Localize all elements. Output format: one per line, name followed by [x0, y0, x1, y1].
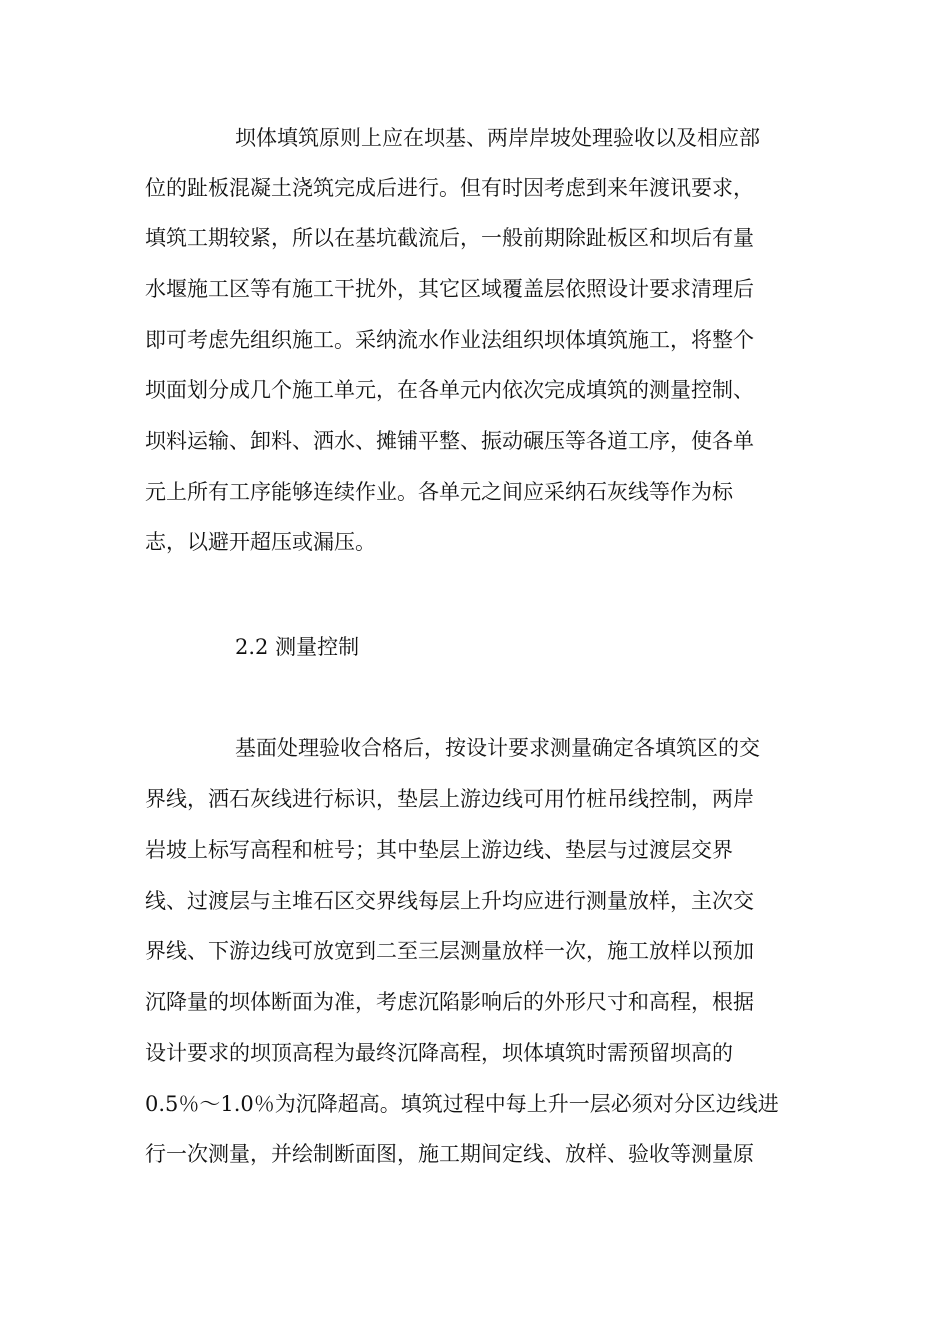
paragraph-1-line-6: 坝面划分成几个施工单元，在各单元内依次完成填筑的测量控制、 — [145, 378, 754, 402]
paragraph-2-line-4: 线、过渡层与主堆石区交界线每层上升均应进行测量放样，主次交 — [145, 889, 754, 913]
paragraph-1-line-2: 位的趾板混凝土浇筑完成后进行。但有时因考虑到来年渡讯要求， — [145, 176, 754, 200]
paragraph-2-line-2: 界线，洒石灰线进行标识，垫层上游边线可用竹桩吊线控制，两岸 — [145, 787, 754, 811]
paragraph-1-line-9: 志，以避开超压或漏压。 — [145, 530, 376, 554]
paragraph-2-line-8: 0.5％～1.0％为沉降超高。填筑过程中每上升一层必须对分区边线进 — [145, 1092, 779, 1116]
paragraph-1-line-1: 坝体填筑原则上应在坝基、两岸岸坡处理验收以及相应部 — [235, 126, 760, 150]
paragraph-1-line-4: 水堰施工区等有施工干扰外，其它区域覆盖层依照设计要求清理后 — [145, 277, 754, 301]
paragraph-1-line-8: 元上所有工序能够连续作业。各单元之间应采纳石灰线等作为标 — [145, 480, 733, 504]
paragraph-2-line-3: 岩坡上标写高程和桩号；其中垫层上游边线、垫层与过渡层交界 — [145, 838, 733, 862]
paragraph-2-line-5: 界线、下游边线可放宽到二至三层测量放样一次，施工放样以预加 — [145, 939, 754, 963]
paragraph-2-line-6: 沉降量的坝体断面为准，考虑沉陷影响后的外形尺寸和高程，根据 — [145, 990, 754, 1014]
paragraph-1-line-3: 填筑工期较紧，所以在基坑截流后，一般前期除趾板区和坝后有量 — [145, 226, 754, 250]
section-heading: 2.2 测量控制 — [235, 635, 360, 659]
paragraph-1-line-7: 坝料运输、卸料、洒水、摊铺平整、振动碾压等各道工序，使各单 — [145, 429, 754, 453]
paragraph-1-line-5: 即可考虑先组织施工。采纳流水作业法组织坝体填筑施工，将整个 — [145, 328, 754, 352]
paragraph-2-line-7: 设计要求的坝顶高程为最终沉降高程，坝体填筑时需预留坝高的 — [145, 1041, 733, 1065]
paragraph-2-line-9: 行一次测量，并绘制断面图，施工期间定线、放样、验收等测量原 — [145, 1142, 754, 1166]
paragraph-2-line-1: 基面处理验收合格后，按设计要求测量确定各填筑区的交 — [235, 736, 760, 760]
